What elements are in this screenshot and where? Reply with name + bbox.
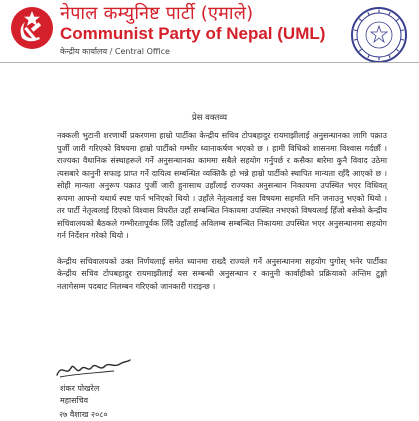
paragraph: नक्कली भुटानी शरणार्थी प्रकरणमा हाम्रो पार्टीका केन्द्रीय सचिव टोपबहादुर रायमाझीलाई अनुसन्धानका लागि पक्राउ पुर्जी जारी गरिएको विषयमा हाम्रो पार्टीको गम्भीर ध्यानाकर्षण भएको छ । हामी विधिको शासनमा विश्वास गर्दछौं । राज्यका वैधानिक संस्थाहरूले गर्ने अनुसन्धानका काममा सबैले सहयोग गर्नुपर्छ र कसैका बारेमा कुनै विवाद उठेमा त्यसबारे कानुनी सफाइ प्राप्त गर्ने दायित्व सम्बन्धित व्यक्तिकै हो भन्ने हाम्रो पार्टीको स्थापित मान्यता रहँदै आएको छ । सोही मान्यता अनुरूप पक्राउ पुर्जी जारी हुनासाथ उहाँलाई राज्यका अनुसन्धान निकायमा उपस्थित भएर विधिवत् रूपमा आफ्नो यथार्थ स्पष्ट पार्न भनिएको थियो । उहाँले नेतृत्वलाई यस विषयमा सहमति मनि जनाउनु भएको थियो । तर पार्टी नेतृत्वलाई दिएको विश्वास विपरीत उहाँ सम्बन्धित निकायमा उपस्थित नभएको विषयलाई हिँजो बसेको केन्द्रीय सचिवालयको बैठकले गम्भीरतापूर्वक लिँदै उहाँलाई अविलम्ब सम्बन्धित निकायमा उपस्थित भएर अनुसन्धानमा सहयोग गर्न निर्देशन गरेको थियो । <box>57 131 387 240</box>
header-divider <box>0 62 419 63</box>
paragraph: केन्द्रीय सचिवालयको उक्त निर्णयलाई समेत ध्यानमा राख्दै राज्यले गर्ने अनुसन्धानमा सहयोग पुगोस् भनेर पार्टीका केन्द्रीय सचिव टोपबहादुर रायमाझीलाई यस सम्बन्धी अनुसन्धान र कानुनी कार्वाहीको प्रक्रियाको अन्तिम टुङ्गो नलागेसम्म पदबाट निलम्बन गरिएको जानकारी गराइन्छ । <box>57 256 387 291</box>
letterhead <box>0 0 419 62</box>
party-name-english: Communist Party of Nepal (UML) <box>60 24 326 43</box>
statement-date: २७ वैशाख २०८० <box>59 410 108 419</box>
document-title: प्रेस वक्तव्य <box>191 113 228 123</box>
office-label: केन्द्रीय कार्यालय / Central Office <box>60 47 170 56</box>
party-name-nepali: नेपाल कम्युनिष्ट पार्टी (एमाले) <box>60 3 254 24</box>
hammer-sickle-star-icon <box>9 4 55 50</box>
signatory-name: शंकर पोखरेल <box>60 384 100 393</box>
signature <box>54 356 132 380</box>
statement-body <box>57 130 387 306</box>
party-seal-stamp <box>350 6 408 64</box>
signatory-title: महासचिव <box>60 396 89 405</box>
